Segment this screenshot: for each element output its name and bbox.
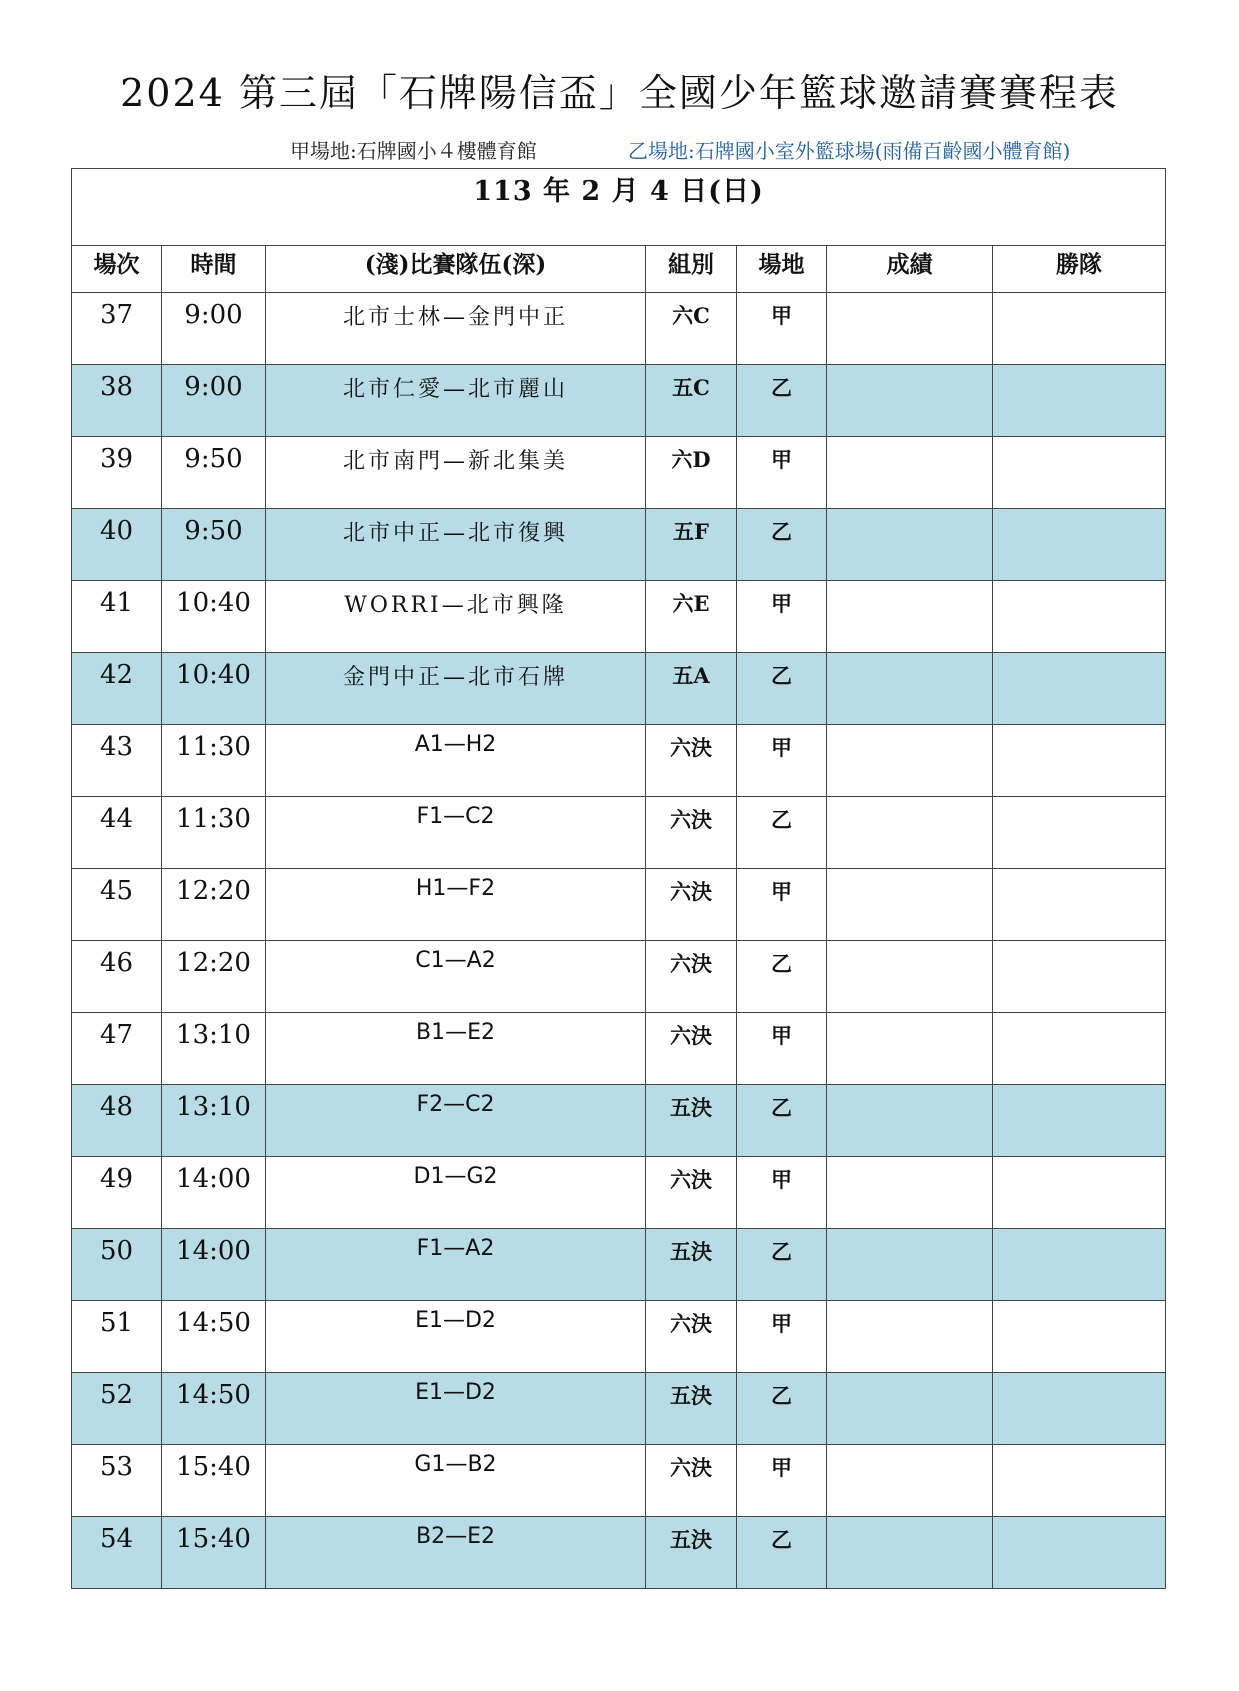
table-row	[72, 293, 1166, 365]
match-time-cell	[162, 1301, 266, 1373]
match-number-cell	[72, 1301, 162, 1373]
match-time-cell	[162, 581, 266, 653]
match-venue-cell-text: 乙	[771, 1239, 792, 1264]
match-number-cell	[72, 437, 162, 509]
match-time-cell	[162, 1085, 266, 1157]
match-venue-cell	[737, 1085, 827, 1157]
match-winner-cell	[993, 509, 1166, 581]
match-venue-cell-text: 乙	[771, 1527, 792, 1552]
match-winner-cell-text	[993, 797, 1165, 804]
match-teams-cell	[266, 581, 646, 653]
match-venue-cell-text: 甲	[771, 735, 792, 760]
match-venue-cell	[737, 1517, 827, 1589]
match-time-cell	[162, 1013, 266, 1085]
match-number-cell-text: 42	[99, 660, 134, 690]
match-time-cell	[162, 869, 266, 941]
match-winner-cell-text	[993, 1301, 1165, 1308]
page-title: 2024 第三屆「石牌陽信盃」全國少年籃球邀請賽賽程表	[120, 71, 1119, 115]
match-venue-cell-text: 乙	[771, 1095, 792, 1120]
match-teams-cell-text: C1—A2	[415, 948, 496, 973]
match-winner-cell-text	[993, 1373, 1165, 1380]
match-time-cell-text: 10:40	[176, 660, 251, 690]
match-winner-cell-text	[993, 653, 1165, 660]
match-teams-cell-text: 金門中正—北市石牌	[342, 665, 568, 690]
match-group-cell-text: 六決	[670, 879, 712, 904]
match-time-cell-text: 11:30	[176, 732, 251, 762]
match-group-cell	[646, 1517, 737, 1589]
match-venue-cell-text: 乙	[771, 519, 792, 544]
table-row	[72, 509, 1166, 581]
match-time-cell	[162, 1229, 266, 1301]
match-group-cell	[646, 1157, 737, 1229]
date-cell: 113 年 2 月 4 日(日)	[72, 169, 1166, 246]
match-group-cell	[646, 509, 737, 581]
match-time-cell-text: 14:00	[176, 1236, 251, 1266]
match-time-cell	[162, 1157, 266, 1229]
venue-a-label: 甲場地:石牌國小４樓體育館	[290, 139, 537, 163]
match-score-cell	[827, 941, 993, 1013]
match-number-cell-text: 41	[99, 588, 134, 618]
match-number-cell-text: 48	[99, 1092, 134, 1122]
match-time-cell-text: 14:50	[176, 1380, 251, 1410]
table-row	[72, 437, 1166, 509]
match-winner-cell-text	[993, 1445, 1165, 1452]
match-number-cell-text: 44	[99, 804, 134, 834]
match-time-cell-text: 14:00	[176, 1164, 251, 1194]
match-group-cell	[646, 1085, 737, 1157]
match-teams-cell	[266, 1013, 646, 1085]
header-score: 成績	[827, 246, 993, 293]
match-teams-cell-text: 北市士林—金門中正	[342, 305, 568, 330]
match-winner-cell-text	[993, 941, 1165, 948]
match-score-cell-text	[827, 581, 992, 588]
match-number-cell-text: 37	[99, 300, 134, 330]
match-winner-cell	[993, 1157, 1166, 1229]
match-score-cell	[827, 653, 993, 725]
match-venue-cell-text: 甲	[771, 1455, 792, 1480]
match-group-cell-text: 六決	[670, 1311, 712, 1336]
match-winner-cell	[993, 869, 1166, 941]
match-teams-cell-text: F1—C2	[416, 804, 495, 829]
match-number-cell	[72, 293, 162, 365]
match-teams-cell-text: E1—D2	[415, 1380, 496, 1405]
table-row	[72, 1013, 1166, 1085]
match-time-cell-text: 9:00	[184, 300, 243, 330]
match-winner-cell	[993, 437, 1166, 509]
match-teams-cell	[266, 653, 646, 725]
match-venue-cell	[737, 581, 827, 653]
match-venue-cell-text: 乙	[771, 951, 792, 976]
match-time-cell	[162, 653, 266, 725]
match-score-cell	[827, 437, 993, 509]
header-group: 組別	[646, 246, 737, 293]
match-winner-cell	[993, 1517, 1166, 1589]
match-time-cell	[162, 1445, 266, 1517]
header-row	[72, 246, 1166, 293]
match-venue-cell	[737, 1373, 827, 1445]
match-teams-cell	[266, 1229, 646, 1301]
match-score-cell-text	[827, 437, 992, 444]
match-venue-cell	[737, 941, 827, 1013]
match-teams-cell-text: B2—E2	[416, 1524, 495, 1549]
match-group-cell-text: 六決	[670, 951, 712, 976]
match-winner-cell-text	[993, 509, 1165, 516]
match-score-cell-text	[827, 1373, 992, 1380]
match-score-cell-text	[827, 725, 992, 732]
match-teams-cell	[266, 1085, 646, 1157]
match-group-cell-text: 五A	[672, 663, 710, 688]
table-row	[72, 1229, 1166, 1301]
match-number-cell-text: 46	[99, 948, 134, 978]
match-group-cell-text: 六決	[670, 735, 712, 760]
match-score-cell-text	[827, 1229, 992, 1236]
match-group-cell	[646, 653, 737, 725]
match-group-cell-text: 六決	[670, 1455, 712, 1480]
match-winner-cell	[993, 1085, 1166, 1157]
match-venue-cell-text: 乙	[771, 1383, 792, 1408]
schedule-table	[71, 168, 1166, 1589]
match-group-cell-text: 五F	[673, 519, 709, 544]
match-venue-cell	[737, 1013, 827, 1085]
match-winner-cell	[993, 1013, 1166, 1085]
table-row	[72, 1373, 1166, 1445]
match-number-cell-text: 50	[99, 1236, 134, 1266]
table-row	[72, 365, 1166, 437]
table-row	[72, 1157, 1166, 1229]
match-venue-cell-text: 乙	[771, 375, 792, 400]
match-score-cell-text	[827, 365, 992, 372]
match-group-cell	[646, 797, 737, 869]
match-score-cell-text	[827, 1445, 992, 1452]
match-venue-cell-text: 乙	[771, 663, 792, 688]
match-time-cell	[162, 293, 266, 365]
match-group-cell-text: 五決	[670, 1095, 712, 1120]
match-venue-cell-text: 甲	[771, 1167, 792, 1192]
match-teams-cell-text: F2—C2	[416, 1092, 495, 1117]
match-winner-cell-text	[993, 869, 1165, 876]
match-score-cell	[827, 797, 993, 869]
match-venue-cell	[737, 437, 827, 509]
match-time-cell	[162, 797, 266, 869]
match-teams-cell	[266, 797, 646, 869]
match-group-cell	[646, 1301, 737, 1373]
match-group-cell-text: 五決	[670, 1239, 712, 1264]
match-teams-cell	[266, 1445, 646, 1517]
match-winner-cell-text	[993, 1157, 1165, 1164]
match-teams-cell	[266, 1517, 646, 1589]
match-teams-cell-text: D1—G2	[413, 1164, 498, 1189]
match-teams-cell	[266, 437, 646, 509]
match-winner-cell-text	[993, 437, 1165, 444]
match-score-cell-text	[827, 1517, 992, 1524]
match-venue-cell	[737, 1301, 827, 1373]
match-group-cell	[646, 1373, 737, 1445]
match-winner-cell	[993, 581, 1166, 653]
match-teams-cell-text: F1—A2	[416, 1236, 495, 1261]
match-venue-cell	[737, 509, 827, 581]
match-number-cell-text: 39	[99, 444, 134, 474]
venue-b-label: 乙場地:石牌國小室外籃球場(雨備百齡國小體育館)	[628, 139, 1071, 163]
match-winner-cell-text	[993, 1085, 1165, 1092]
match-winner-cell-text	[993, 581, 1165, 588]
match-teams-cell-text: G1—B2	[414, 1452, 497, 1477]
match-teams-cell-text: A1—H2	[414, 732, 497, 757]
match-venue-cell-text: 甲	[771, 303, 792, 328]
match-time-cell	[162, 437, 266, 509]
match-teams-cell-text: 北市仁愛—北市麗山	[342, 377, 568, 402]
match-teams-cell	[266, 725, 646, 797]
match-winner-cell-text	[993, 365, 1165, 372]
table-row	[72, 581, 1166, 653]
match-number-cell-text: 49	[99, 1164, 134, 1194]
match-score-cell	[827, 365, 993, 437]
match-number-cell	[72, 581, 162, 653]
match-score-cell	[827, 1157, 993, 1229]
match-winner-cell	[993, 797, 1166, 869]
match-winner-cell	[993, 365, 1166, 437]
match-group-cell	[646, 293, 737, 365]
match-score-cell-text	[827, 869, 992, 876]
match-group-cell-text: 六E	[672, 591, 710, 616]
match-winner-cell	[993, 1373, 1166, 1445]
match-number-cell-text: 51	[99, 1308, 134, 1338]
match-venue-cell-text: 甲	[771, 591, 792, 616]
match-number-cell	[72, 941, 162, 1013]
match-score-cell-text	[827, 1085, 992, 1092]
match-score-cell	[827, 1013, 993, 1085]
match-group-cell	[646, 941, 737, 1013]
match-group-cell	[646, 1229, 737, 1301]
match-group-cell-text: 六決	[670, 807, 712, 832]
venue-legend	[0, 135, 1239, 165]
match-time-cell-text: 9:50	[184, 516, 243, 546]
match-group-cell	[646, 1013, 737, 1085]
match-number-cell-text: 45	[99, 876, 134, 906]
match-number-cell	[72, 1085, 162, 1157]
table-row	[72, 1085, 1166, 1157]
match-number-cell-text: 53	[99, 1452, 134, 1482]
match-venue-cell	[737, 653, 827, 725]
match-time-cell-text: 9:50	[184, 444, 243, 474]
match-winner-cell	[993, 1445, 1166, 1517]
match-score-cell-text	[827, 1013, 992, 1020]
match-number-cell	[72, 797, 162, 869]
match-number-cell	[72, 1013, 162, 1085]
header-time: 時間	[162, 246, 266, 293]
match-group-cell-text: 五C	[672, 375, 710, 400]
match-teams-cell-text: WORRI—北市興隆	[344, 593, 567, 618]
match-time-cell	[162, 1373, 266, 1445]
header-no: 場次	[72, 246, 162, 293]
match-winner-cell	[993, 725, 1166, 797]
match-time-cell	[162, 725, 266, 797]
match-group-cell	[646, 581, 737, 653]
match-group-cell-text: 五決	[670, 1527, 712, 1552]
match-teams-cell	[266, 869, 646, 941]
match-venue-cell	[737, 869, 827, 941]
match-time-cell	[162, 365, 266, 437]
match-venue-cell-text: 甲	[771, 447, 792, 472]
match-teams-cell	[266, 365, 646, 437]
date-row	[72, 169, 1166, 246]
match-time-cell-text: 14:50	[176, 1308, 251, 1338]
table-row	[72, 1445, 1166, 1517]
match-teams-cell-text: B1—E2	[416, 1020, 495, 1045]
match-group-cell	[646, 725, 737, 797]
match-time-cell-text: 13:10	[176, 1020, 251, 1050]
match-group-cell-text: 六C	[672, 303, 710, 328]
match-score-cell-text	[827, 797, 992, 804]
match-number-cell-text: 47	[99, 1020, 134, 1050]
match-score-cell	[827, 1085, 993, 1157]
match-time-cell-text: 12:20	[176, 948, 251, 978]
table-row	[72, 725, 1166, 797]
table-row	[72, 653, 1166, 725]
table-row	[72, 1517, 1166, 1589]
match-time-cell-text: 15:40	[176, 1524, 251, 1554]
match-time-cell	[162, 1517, 266, 1589]
match-score-cell-text	[827, 1157, 992, 1164]
match-group-cell	[646, 869, 737, 941]
table-row	[72, 869, 1166, 941]
match-group-cell-text: 五決	[670, 1383, 712, 1408]
match-time-cell	[162, 941, 266, 1013]
match-winner-cell-text	[993, 725, 1165, 732]
header-match: (淺)比賽隊伍(深)	[266, 246, 646, 293]
match-venue-cell	[737, 1445, 827, 1517]
match-venue-cell	[737, 1157, 827, 1229]
match-venue-cell-text: 甲	[771, 1023, 792, 1048]
match-number-cell-text: 43	[99, 732, 134, 762]
match-venue-cell	[737, 725, 827, 797]
match-number-cell	[72, 365, 162, 437]
match-winner-cell	[993, 653, 1166, 725]
match-group-cell-text: 六D	[671, 447, 711, 472]
match-winner-cell-text	[993, 1013, 1165, 1020]
match-winner-cell-text	[993, 1229, 1165, 1236]
match-teams-cell	[266, 1157, 646, 1229]
table-row	[72, 797, 1166, 869]
match-winner-cell-text	[993, 293, 1165, 300]
match-winner-cell	[993, 1229, 1166, 1301]
match-group-cell-text: 六決	[670, 1167, 712, 1192]
match-teams-cell-text: 北市中正—北市復興	[342, 521, 568, 546]
match-winner-cell	[993, 1301, 1166, 1373]
match-number-cell	[72, 1157, 162, 1229]
match-number-cell	[72, 653, 162, 725]
match-teams-cell-text: H1—F2	[415, 876, 496, 901]
match-number-cell	[72, 1517, 162, 1589]
match-time-cell-text: 11:30	[176, 804, 251, 834]
match-venue-cell	[737, 365, 827, 437]
match-number-cell	[72, 869, 162, 941]
match-group-cell	[646, 437, 737, 509]
match-winner-cell	[993, 941, 1166, 1013]
match-score-cell	[827, 581, 993, 653]
match-number-cell	[72, 509, 162, 581]
match-score-cell-text	[827, 653, 992, 660]
match-score-cell	[827, 725, 993, 797]
match-teams-cell	[266, 293, 646, 365]
match-score-cell	[827, 1445, 993, 1517]
match-group-cell-text: 六決	[670, 1023, 712, 1048]
match-time-cell	[162, 509, 266, 581]
match-score-cell	[827, 509, 993, 581]
match-score-cell-text	[827, 941, 992, 948]
match-teams-cell	[266, 1373, 646, 1445]
match-time-cell-text: 13:10	[176, 1092, 251, 1122]
match-teams-cell	[266, 941, 646, 1013]
match-score-cell	[827, 1229, 993, 1301]
match-score-cell	[827, 1301, 993, 1373]
match-number-cell	[72, 1229, 162, 1301]
match-score-cell	[827, 1373, 993, 1445]
match-venue-cell-text: 甲	[771, 879, 792, 904]
match-number-cell-text: 54	[99, 1524, 134, 1554]
match-teams-cell-text: 北市南門—新北集美	[342, 449, 568, 474]
match-winner-cell	[993, 293, 1166, 365]
table-row	[72, 1301, 1166, 1373]
match-score-cell	[827, 869, 993, 941]
match-score-cell-text	[827, 509, 992, 516]
match-score-cell	[827, 1517, 993, 1589]
match-number-cell	[72, 1373, 162, 1445]
match-group-cell	[646, 1445, 737, 1517]
match-venue-cell	[737, 797, 827, 869]
match-venue-cell-text: 甲	[771, 1311, 792, 1336]
match-venue-cell-text: 乙	[771, 807, 792, 832]
match-winner-cell-text	[993, 1517, 1165, 1524]
match-teams-cell	[266, 509, 646, 581]
match-group-cell	[646, 365, 737, 437]
match-score-cell-text	[827, 293, 992, 300]
match-time-cell-text: 15:40	[176, 1452, 251, 1482]
match-teams-cell-text: E1—D2	[415, 1308, 496, 1333]
match-number-cell-text: 40	[99, 516, 134, 546]
match-score-cell	[827, 293, 993, 365]
match-time-cell-text: 9:00	[184, 372, 243, 402]
match-venue-cell	[737, 1229, 827, 1301]
match-score-cell-text	[827, 1301, 992, 1308]
match-time-cell-text: 10:40	[176, 588, 251, 618]
match-number-cell	[72, 725, 162, 797]
match-time-cell-text: 12:20	[176, 876, 251, 906]
match-venue-cell	[737, 293, 827, 365]
table-row	[72, 941, 1166, 1013]
match-teams-cell	[266, 1301, 646, 1373]
header-venue: 場地	[737, 246, 827, 293]
match-number-cell-text: 52	[99, 1380, 134, 1410]
match-number-cell-text: 38	[99, 372, 134, 402]
header-winner: 勝隊	[993, 246, 1166, 293]
match-number-cell	[72, 1445, 162, 1517]
